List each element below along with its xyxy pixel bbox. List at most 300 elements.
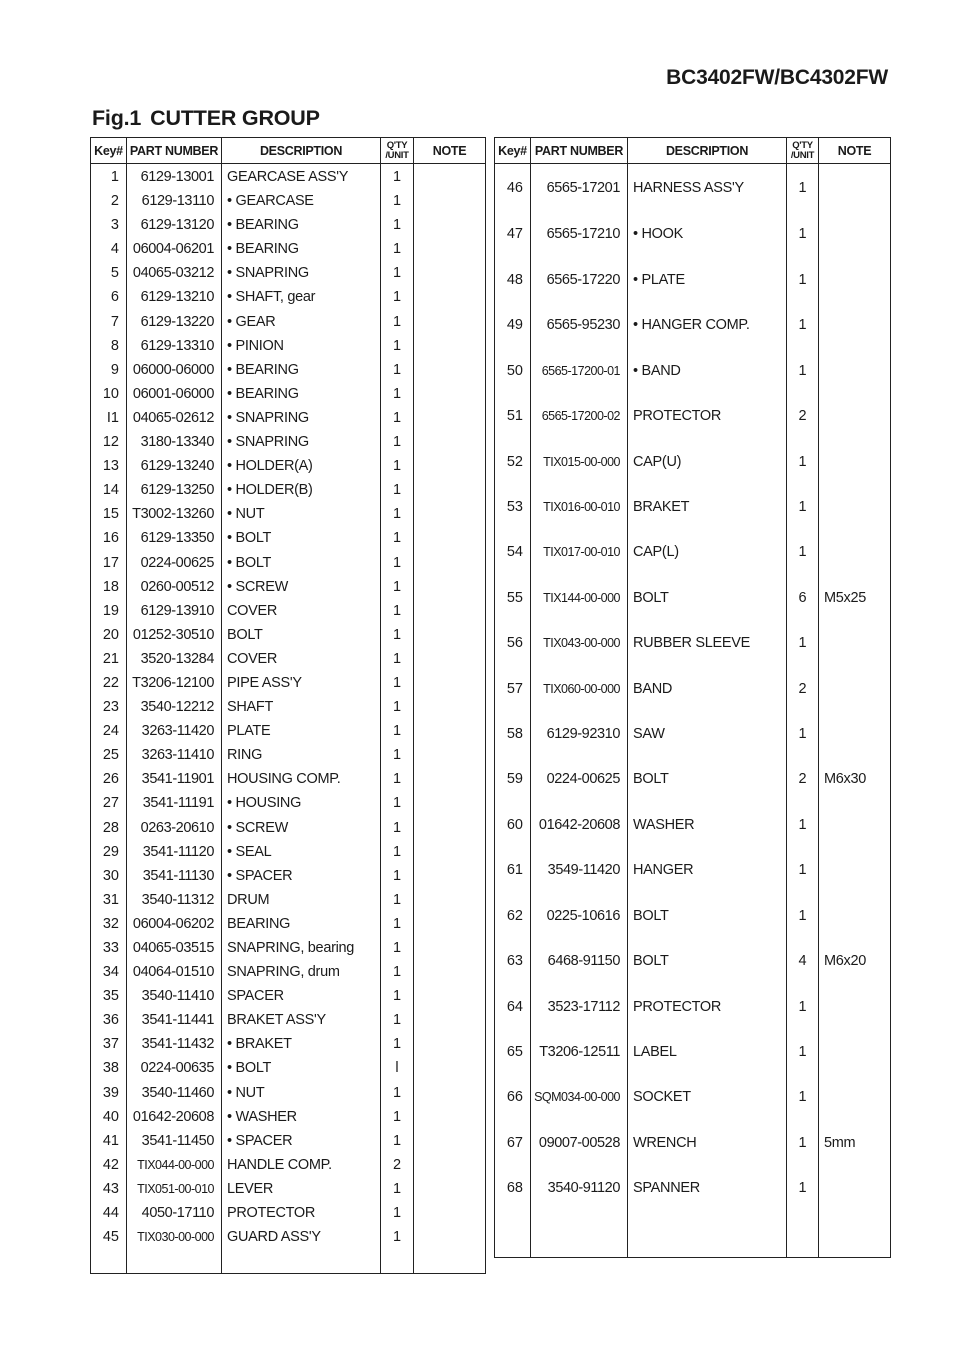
part-key-cell: 64 [495, 984, 531, 1029]
part-number-cell: 3523-17112 [531, 984, 628, 1029]
part-key-cell: 41 [91, 1129, 127, 1153]
part-description-cell: • SCREW [222, 816, 381, 840]
part-number-cell: 6129-13110 [127, 189, 222, 213]
part-key-cell: 20 [91, 623, 127, 647]
table-row [91, 1153, 486, 1177]
part-number-cell: 6129-92310 [531, 711, 628, 756]
part-key-cell: 42 [91, 1153, 127, 1177]
part-note-cell [414, 334, 486, 358]
part-qty-cell: 1 [787, 1166, 819, 1211]
table-row [91, 382, 486, 406]
part-number-cell: T3206-12511 [531, 1029, 628, 1074]
part-key-cell: 19 [91, 599, 127, 623]
table-row [91, 1032, 486, 1056]
part-key-cell: 21 [91, 647, 127, 671]
part-key-cell: 49 [495, 303, 531, 348]
part-key-cell: 17 [91, 551, 127, 575]
part-key-cell: 5 [91, 261, 127, 285]
part-key-cell: 63 [495, 939, 531, 984]
part-key-cell: 54 [495, 530, 531, 575]
part-note-cell [414, 984, 486, 1008]
part-key-cell: 26 [91, 767, 127, 791]
part-note-cell [414, 1081, 486, 1105]
part-qty-cell: 1 [381, 1008, 414, 1032]
part-note-cell [819, 1075, 891, 1120]
part-number-cell: 3541-11441 [127, 1008, 222, 1032]
part-key-cell: 66 [495, 1075, 531, 1120]
part-number-cell: 06004-06202 [127, 912, 222, 936]
table-row [91, 695, 486, 719]
part-qty-cell: 2 [787, 666, 819, 711]
header-part-number: PART NUMBER [531, 138, 628, 164]
part-key-cell: 30 [91, 864, 127, 888]
table-row [91, 358, 486, 382]
part-description-cell: • PINION [222, 334, 381, 358]
part-number-cell: 06001-06000 [127, 382, 222, 406]
part-note-cell [414, 599, 486, 623]
part-description-cell: BAND [628, 666, 787, 711]
table-row [91, 888, 486, 912]
part-key-cell: 51 [495, 393, 531, 438]
part-key-cell: 1 [91, 164, 127, 190]
part-number-cell: 6468-91150 [531, 939, 628, 984]
table-row [91, 526, 486, 550]
empty-cell [222, 1249, 381, 1274]
header-key: Key# [495, 138, 531, 164]
table-row [91, 936, 486, 960]
part-qty-cell: 1 [787, 303, 819, 348]
table-row [91, 840, 486, 864]
table-row [91, 1081, 486, 1105]
part-note-cell [414, 406, 486, 430]
part-qty-cell: 1 [381, 1177, 414, 1201]
part-number-cell: 6565-17200-02 [531, 393, 628, 438]
part-qty-cell: 1 [381, 791, 414, 815]
part-number-cell: 6129-13120 [127, 213, 222, 237]
header-description: DESCRIPTION [628, 138, 787, 164]
part-qty-cell: 1 [381, 1105, 414, 1129]
part-qty-cell: 1 [381, 840, 414, 864]
part-description-cell: • HOOK [628, 212, 787, 257]
part-number-cell: 3541-11130 [127, 864, 222, 888]
parts-table-left [90, 137, 486, 1274]
part-qty-cell: 1 [381, 719, 414, 743]
part-number-cell: 6129-13240 [127, 454, 222, 478]
part-key-cell: 32 [91, 912, 127, 936]
part-description-cell: HANDLE COMP. [222, 1153, 381, 1177]
part-number-cell: 04065-03515 [127, 936, 222, 960]
part-note-cell [414, 623, 486, 647]
part-key-cell: 67 [495, 1120, 531, 1165]
part-number-cell: 6129-13250 [127, 478, 222, 502]
table-row [91, 1056, 486, 1080]
part-description-cell: RUBBER SLEEVE [628, 621, 787, 666]
part-note-cell [414, 1225, 486, 1249]
part-description-cell: • HOLDER(B) [222, 478, 381, 502]
empty-cell [819, 1211, 891, 1257]
part-description-cell: • PLATE [628, 257, 787, 302]
part-note-cell [414, 864, 486, 888]
part-key-cell: 16 [91, 526, 127, 550]
part-key-cell: 55 [495, 575, 531, 620]
part-qty-cell: 1 [381, 213, 414, 237]
empty-cell [381, 1249, 414, 1274]
part-note-cell [819, 666, 891, 711]
part-number-cell: 3541-11901 [127, 767, 222, 791]
table-row [495, 1166, 891, 1211]
part-note-cell: M6x20 [819, 939, 891, 984]
table-row [495, 439, 891, 484]
part-note-cell [414, 502, 486, 526]
table-row [91, 164, 486, 190]
part-key-cell: 43 [91, 1177, 127, 1201]
table-row [91, 285, 486, 309]
part-note-cell [414, 767, 486, 791]
part-description-cell: • HOLDER(A) [222, 454, 381, 478]
part-description-cell: • SPACER [222, 1129, 381, 1153]
part-note-cell [414, 237, 486, 261]
part-note-cell [819, 484, 891, 529]
empty-cell [787, 1211, 819, 1257]
part-qty-cell: 1 [787, 1120, 819, 1165]
part-number-cell: TIX060-00-000 [531, 666, 628, 711]
part-qty-cell: 1 [787, 530, 819, 575]
table-row [91, 791, 486, 815]
header-qty-line1: Q'TY [386, 139, 408, 151]
part-qty-cell: 1 [381, 310, 414, 334]
table-row [495, 1029, 891, 1074]
part-number-cell: TIX043-00-000 [531, 621, 628, 666]
table-row [91, 237, 486, 261]
header-qty-line2: /UNIT [385, 149, 409, 161]
part-note-cell [414, 1177, 486, 1201]
part-note-cell [414, 1201, 486, 1225]
table-row [495, 621, 891, 666]
part-note-cell: 5mm [819, 1120, 891, 1165]
part-qty-cell: 1 [381, 767, 414, 791]
table-row [495, 530, 891, 575]
part-qty-cell: 1 [381, 261, 414, 285]
part-note-cell [414, 671, 486, 695]
part-note-cell [819, 984, 891, 1029]
part-description-cell: COVER [222, 599, 381, 623]
part-qty-cell: 1 [787, 484, 819, 529]
part-qty-cell: 1 [381, 551, 414, 575]
part-qty-cell: 1 [381, 912, 414, 936]
table-row [495, 893, 891, 938]
header-qty [381, 138, 414, 164]
part-note-cell [819, 212, 891, 257]
part-qty-cell: 1 [381, 743, 414, 767]
part-description-cell: CAP(L) [628, 530, 787, 575]
table-row [91, 767, 486, 791]
part-description-cell: • NUT [222, 1081, 381, 1105]
part-number-cell: 6129-13310 [127, 334, 222, 358]
part-key-cell: 34 [91, 960, 127, 984]
part-note-cell [414, 719, 486, 743]
part-description-cell: • SNAPRING [222, 430, 381, 454]
part-qty-cell: 1 [381, 1225, 414, 1249]
part-note-cell [414, 743, 486, 767]
part-description-cell: • SCREW [222, 575, 381, 599]
table-row [91, 1225, 486, 1249]
part-qty-cell: 1 [381, 285, 414, 309]
part-key-cell: 37 [91, 1032, 127, 1056]
part-description-cell: HOUSING COMP. [222, 767, 381, 791]
table-row [495, 984, 891, 1029]
part-description-cell: • NUT [222, 502, 381, 526]
part-number-cell: 6129-13910 [127, 599, 222, 623]
part-key-cell: 33 [91, 936, 127, 960]
part-qty-cell: 1 [381, 189, 414, 213]
part-qty-cell: 2 [381, 1153, 414, 1177]
part-number-cell: 01252-30510 [127, 623, 222, 647]
empty-cell [91, 1249, 127, 1274]
part-number-cell: 4050-17110 [127, 1201, 222, 1225]
part-note-cell [819, 848, 891, 893]
part-qty-cell: 1 [381, 237, 414, 261]
part-key-cell: 35 [91, 984, 127, 1008]
part-qty-cell: 1 [381, 502, 414, 526]
parts-list-left [91, 164, 486, 1274]
part-note-cell [414, 575, 486, 599]
part-key-cell: 24 [91, 719, 127, 743]
part-qty-cell: 1 [787, 984, 819, 1029]
part-key-cell: 61 [495, 848, 531, 893]
table-row [495, 666, 891, 711]
part-description-cell: BOLT [628, 757, 787, 802]
part-description-cell: SNAPRING, drum [222, 960, 381, 984]
part-number-cell: 04064-01510 [127, 960, 222, 984]
table-row [91, 478, 486, 502]
empty-cell [127, 1249, 222, 1274]
table-row [91, 406, 486, 430]
table-row [495, 802, 891, 847]
parts-table-right [494, 137, 891, 1258]
part-number-cell: TIX044-00-000 [127, 1153, 222, 1177]
table-row [91, 261, 486, 285]
part-key-cell: 48 [495, 257, 531, 302]
part-qty-cell: 1 [381, 671, 414, 695]
part-key-cell: 38 [91, 1056, 127, 1080]
part-number-cell: 3180-13340 [127, 430, 222, 454]
part-qty-cell: 1 [787, 621, 819, 666]
part-description-cell: • HANGER COMP. [628, 303, 787, 348]
part-qty-cell: 1 [381, 334, 414, 358]
part-key-cell: 13 [91, 454, 127, 478]
part-qty-cell: 1 [381, 864, 414, 888]
part-key-cell: 47 [495, 212, 531, 257]
part-description-cell: • BEARING [222, 358, 381, 382]
part-key-cell: 27 [91, 791, 127, 815]
part-description-cell: • BOLT [222, 526, 381, 550]
part-note-cell [819, 303, 891, 348]
part-qty-cell: 1 [787, 164, 819, 212]
part-note-cell [414, 454, 486, 478]
part-number-cell: TIX015-00-000 [531, 439, 628, 484]
part-note-cell: M5x25 [819, 575, 891, 620]
part-note-cell [414, 478, 486, 502]
part-qty-cell: 1 [381, 623, 414, 647]
part-number-cell: T3206-12100 [127, 671, 222, 695]
part-qty-cell: 1 [381, 526, 414, 550]
part-key-cell: 44 [91, 1201, 127, 1225]
part-key-cell: 53 [495, 484, 531, 529]
table-row [91, 454, 486, 478]
table-header-row [495, 138, 891, 164]
part-number-cell: T3002-13260 [127, 502, 222, 526]
part-number-cell: TIX016-00-010 [531, 484, 628, 529]
part-note-cell [414, 936, 486, 960]
part-qty-cell: 1 [787, 212, 819, 257]
part-note-cell [414, 791, 486, 815]
part-number-cell: TIX030-00-000 [127, 1225, 222, 1249]
part-description-cell: PROTECTOR [628, 984, 787, 1029]
part-key-cell: 25 [91, 743, 127, 767]
part-number-cell: 6565-17210 [531, 212, 628, 257]
part-note-cell [414, 261, 486, 285]
part-note-cell [819, 348, 891, 393]
part-note-cell [819, 257, 891, 302]
part-number-cell: 04065-02612 [127, 406, 222, 430]
part-note-cell [414, 912, 486, 936]
part-description-cell: SAW [628, 711, 787, 756]
part-description-cell: HARNESS ASS'Y [628, 164, 787, 212]
part-number-cell: 6565-17200-01 [531, 348, 628, 393]
table-row [91, 551, 486, 575]
part-number-cell: 6129-13220 [127, 310, 222, 334]
part-key-cell: 68 [495, 1166, 531, 1211]
table-row [91, 310, 486, 334]
part-description-cell: • BEARING [222, 237, 381, 261]
part-note-cell [414, 358, 486, 382]
part-description-cell: LEVER [222, 1177, 381, 1201]
part-qty-cell: 1 [381, 888, 414, 912]
part-qty-cell: 1 [787, 257, 819, 302]
part-description-cell: BOLT [222, 623, 381, 647]
part-description-cell: • SNAPRING [222, 406, 381, 430]
table-row [91, 502, 486, 526]
part-number-cell: 3540-11460 [127, 1081, 222, 1105]
part-number-cell: 0224-00625 [127, 551, 222, 575]
part-note-cell [819, 1166, 891, 1211]
part-note-cell [414, 526, 486, 550]
part-note-cell [414, 213, 486, 237]
empty-cell [531, 1211, 628, 1257]
part-description-cell: WRENCH [628, 1120, 787, 1165]
table-row [495, 257, 891, 302]
part-qty-cell: 1 [787, 348, 819, 393]
part-description-cell: • BOLT [222, 1056, 381, 1080]
part-note-cell [414, 647, 486, 671]
part-description-cell: CAP(U) [628, 439, 787, 484]
part-note-cell [414, 888, 486, 912]
table-row [91, 647, 486, 671]
part-qty-cell: 1 [381, 575, 414, 599]
part-qty-cell: 1 [381, 478, 414, 502]
part-note-cell [414, 1105, 486, 1129]
part-note-cell [819, 621, 891, 666]
part-description-cell: • BRAKET [222, 1032, 381, 1056]
part-number-cell: 06000-06000 [127, 358, 222, 382]
table-row [91, 213, 486, 237]
table-row [91, 334, 486, 358]
part-number-cell: 3263-11420 [127, 719, 222, 743]
part-note-cell [819, 164, 891, 212]
part-description-cell: GEARCASE ASS'Y [222, 164, 381, 190]
part-key-cell: 6 [91, 285, 127, 309]
part-number-cell: 3540-11312 [127, 888, 222, 912]
part-key-cell: 45 [91, 1225, 127, 1249]
header-note: NOTE [414, 138, 486, 164]
part-key-cell: 39 [91, 1081, 127, 1105]
header-note: NOTE [819, 138, 891, 164]
part-description-cell: SNAPRING, bearing [222, 936, 381, 960]
part-qty-cell: 1 [381, 1129, 414, 1153]
part-note-cell [414, 189, 486, 213]
part-number-cell: 0224-00635 [127, 1056, 222, 1080]
part-number-cell: 01642-20608 [531, 802, 628, 847]
part-note-cell [414, 1008, 486, 1032]
table-filler-row [495, 1211, 891, 1257]
model-number: BC3402FW/BC4302FW [666, 66, 888, 89]
part-note-cell [414, 840, 486, 864]
part-description-cell: • SNAPRING [222, 261, 381, 285]
part-description-cell: DRUM [222, 888, 381, 912]
part-note-cell [414, 960, 486, 984]
part-description-cell: SPANNER [628, 1166, 787, 1211]
part-note-cell [819, 802, 891, 847]
part-key-cell: 4 [91, 237, 127, 261]
part-key-cell: I1 [91, 406, 127, 430]
header-qty-line2: /UNIT [790, 149, 815, 161]
part-number-cell: 3541-11450 [127, 1129, 222, 1153]
part-qty-cell: 1 [381, 430, 414, 454]
part-key-cell: 59 [495, 757, 531, 802]
part-number-cell: 0260-00512 [127, 575, 222, 599]
part-note-cell [819, 893, 891, 938]
part-description-cell: • WASHER [222, 1105, 381, 1129]
part-description-cell: PROTECTOR [628, 393, 787, 438]
table-row [91, 864, 486, 888]
table-row [91, 671, 486, 695]
table-row [91, 599, 486, 623]
table-row [91, 960, 486, 984]
table-row [91, 1105, 486, 1129]
part-qty-cell: 1 [381, 1032, 414, 1056]
part-note-cell [414, 1153, 486, 1177]
table-header-row [91, 138, 486, 164]
part-description-cell: COVER [222, 647, 381, 671]
table-row [91, 719, 486, 743]
part-note-cell [414, 551, 486, 575]
part-qty-cell: 1 [381, 936, 414, 960]
part-key-cell: 3 [91, 213, 127, 237]
part-key-cell: 15 [91, 502, 127, 526]
part-description-cell: • GEAR [222, 310, 381, 334]
part-qty-cell: 1 [787, 1029, 819, 1074]
part-key-cell: 18 [91, 575, 127, 599]
figure-title [92, 106, 320, 131]
part-number-cell: SQM034-00-000 [531, 1075, 628, 1120]
part-key-cell: 29 [91, 840, 127, 864]
part-description-cell: • SHAFT, gear [222, 285, 381, 309]
part-number-cell: 3541-11191 [127, 791, 222, 815]
part-qty-cell: 1 [787, 711, 819, 756]
parts-list-right [495, 164, 891, 1258]
part-number-cell: 3520-13284 [127, 647, 222, 671]
part-qty-cell: 6 [787, 575, 819, 620]
